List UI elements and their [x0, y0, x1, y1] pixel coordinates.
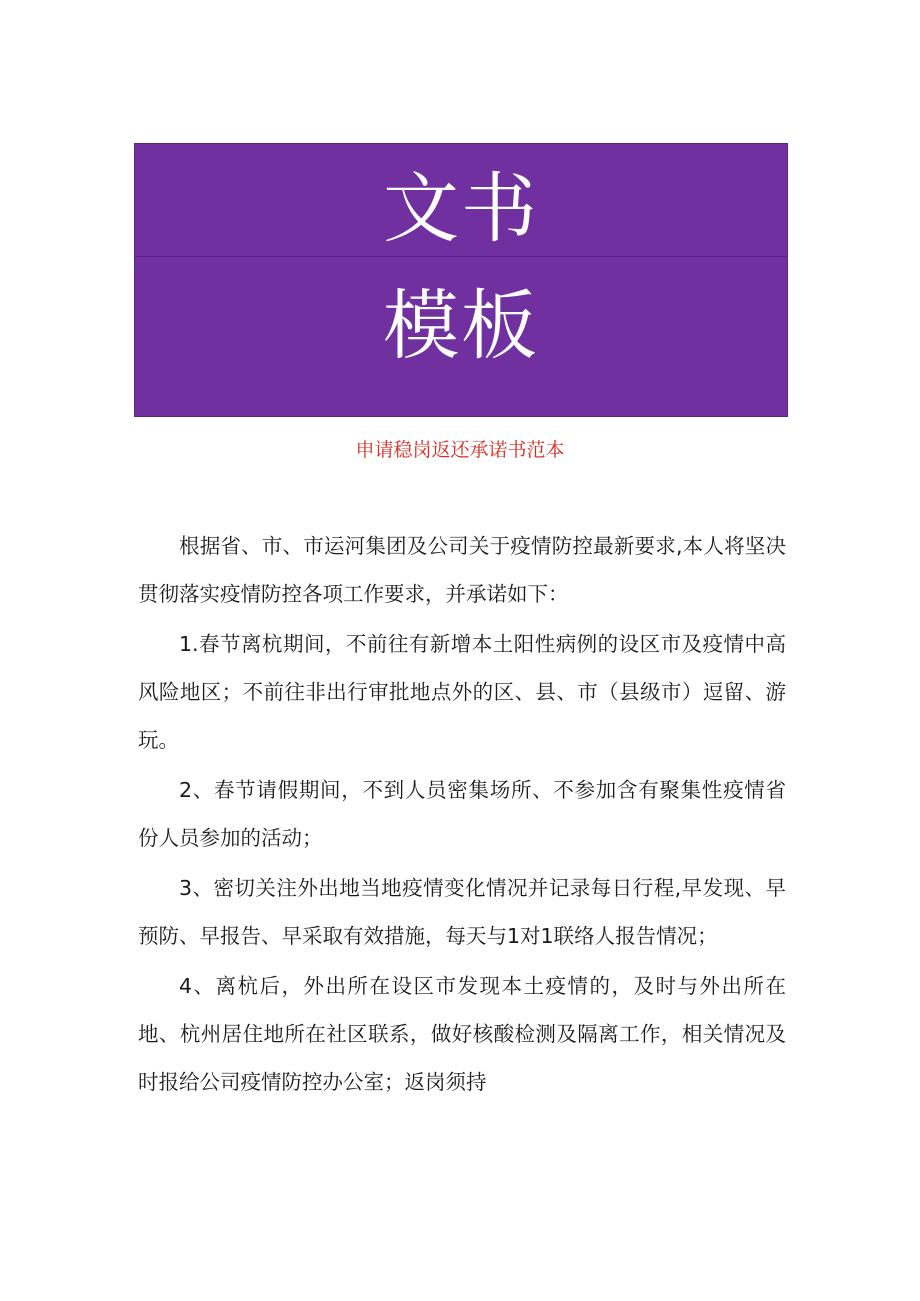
banner-divider — [135, 256, 787, 257]
commitment-item-4: 4、离杭后，外出所在设区市发现本土疫情的，及时与外出所在地、杭州居住地所在社区联系，做好核酸检测及隔离工作，相关情况及时报给公司疫情防控办公室；返岗须持 — [138, 974, 786, 1094]
cover-banner — [134, 143, 788, 417]
document-title: 申请稳岗返还承诺书范本 — [355, 439, 565, 461]
commitment-item-3: 3、密切关注外出地当地疫情变化情况并记录每日行程,早发现、早预防、早报告、早采取有效措施，每天与1对1联络人报告情况； — [138, 876, 786, 948]
intro-paragraph: 根据省、市、市运河集团及公司关于疫情防控最新要求,本人将坚决贯彻落实疫情防控各项工作要求，并承诺如下： — [138, 534, 786, 606]
document-body — [138, 522, 786, 1108]
commitment-item-2: 2、春节请假期间，不到人员密集场所、不参加含有聚集性疫情省份人员参加的活动； — [138, 778, 786, 850]
commitment-item-1: 1.春节离杭期间，不前往有新增本土阳性病例的设区市及疫情中高风险地区；不前往非出行审批地点外的区、县、市（县级市）逗留、游玩。 — [138, 632, 786, 752]
banner-title-line-2: 模板 — [383, 281, 539, 370]
banner-title-line-1: 文书 — [383, 164, 539, 253]
